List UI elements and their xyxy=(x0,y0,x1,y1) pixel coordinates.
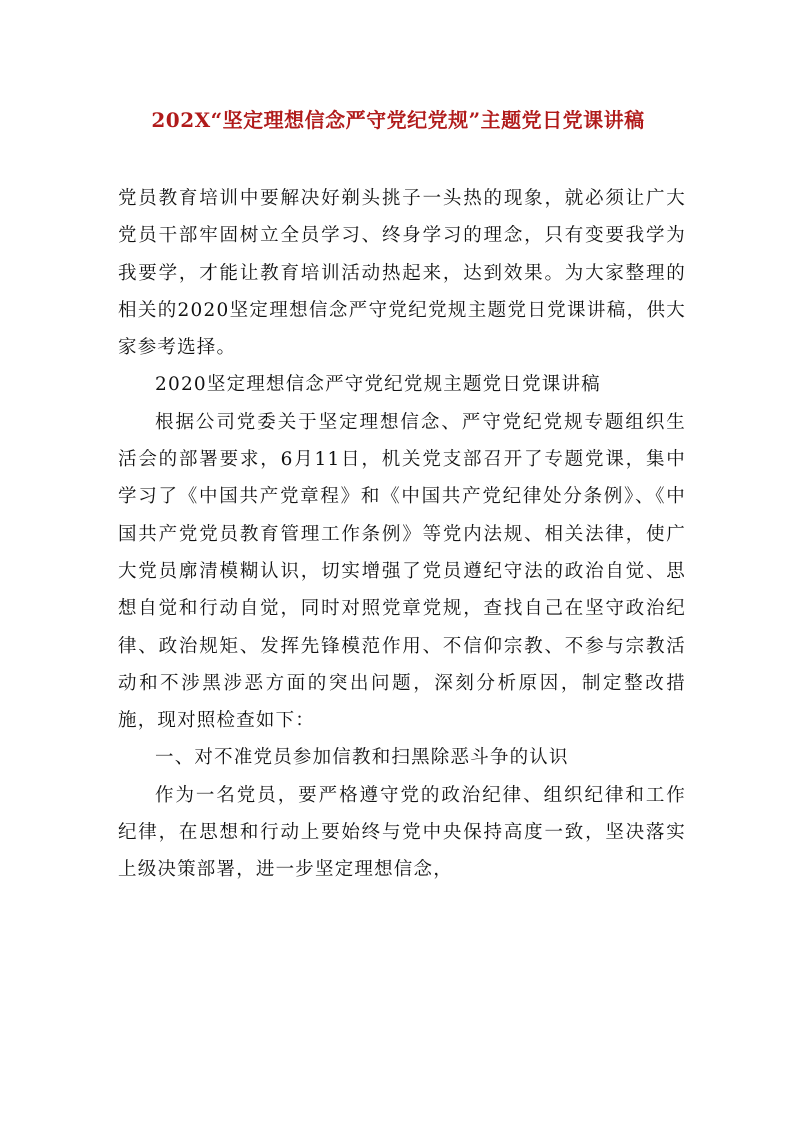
subtitle-paragraph: 2020坚定理想信念严守党纪党规主题党日党课讲稿 xyxy=(155,374,601,396)
body-paragraph: 根据公司党委关于坚定理想信念、严守党纪党规专题组织生活会的部署要求，6月11日，机关党支部召开了专题党课，集中学习了《中国共产党章程》和《中国共产党纪律处分条例》、《中国共产党党员教育管理工作条例》等党内法规、相关法律，使广大党员廓清模糊认识，切实增强了党员遵纪守法的政治自觉、思想自觉和行动自觉，同时对照党章党规，查找自己在坚守政治纪律、政治规矩、发挥先锋模范作用、不信仰宗教、不参与宗教活动和不涉黑涉恶方面的突出问题，深刻分析原因，制定整改措施，现对照检查如下： xyxy=(118,411,686,732)
section-heading: 一、对不准党员参加信教和扫黑除恶斗争的认识 xyxy=(155,747,569,769)
body-paragraph: 作为一名党员，要严格遵守党的政治纪律、组织纪律和工作纪律，在思想和行动上要始终与党中央保持高度一致，坚决落实上级决策部署，进一步坚定理想信念， xyxy=(118,784,686,881)
document-title: 202X“坚定理想信念严守党纪党规”主题党日党课讲稿 xyxy=(151,108,645,132)
document-body xyxy=(118,180,686,889)
intro-paragraph: 党员教育培训中要解决好剃头挑子一头热的现象，就必须让广大党员干部牢固树立全员学习、终身学习的理念，只有变要我学为我要学，才能让教育培训活动热起来，达到效果。为大家整理的相关的2020坚定理想信念严守党纪党规主题党日党课讲稿，供大家参考选择。 xyxy=(118,188,686,359)
